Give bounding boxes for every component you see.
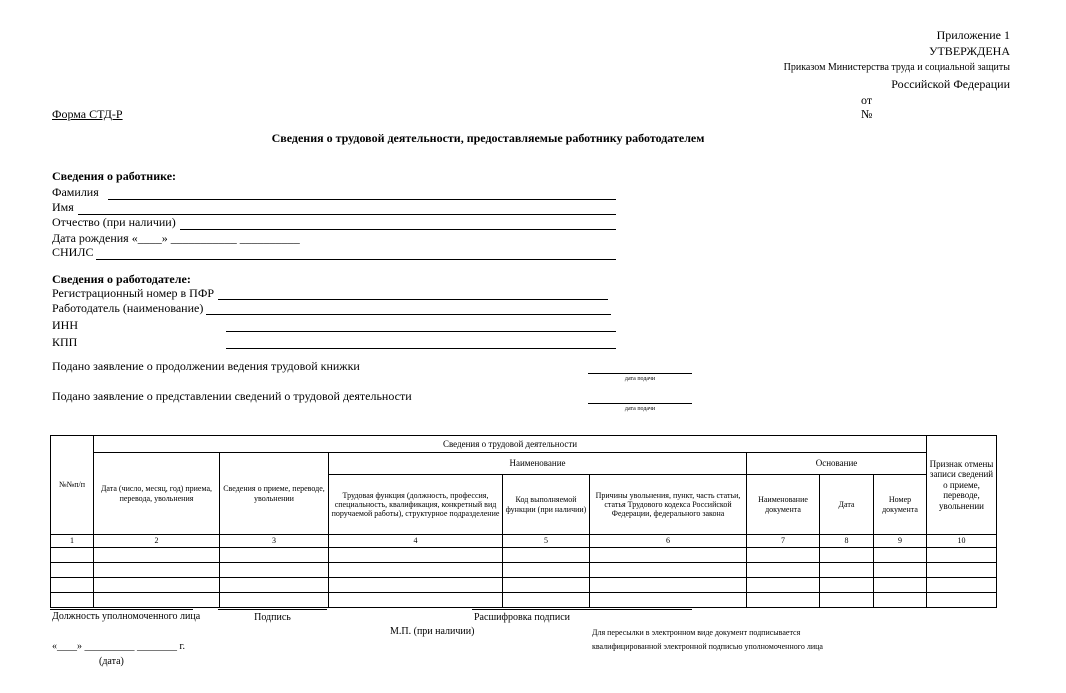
col-header-function: Трудовая функция (должность, профессия, специальность, квалификация, конкретный вид поручаемой работы), структурное подразделение	[329, 475, 503, 535]
col-header-cancel: Признак отмены записи сведений о приеме, переводе, увольнении	[927, 436, 997, 535]
employee-heading: Сведения о работнике:	[52, 169, 177, 183]
table-row[interactable]	[51, 563, 997, 578]
group-header-naming: Наименование	[329, 453, 747, 475]
snils-field-line[interactable]	[96, 259, 616, 260]
pfr-label: Регистрационный номер в ПФР	[52, 286, 214, 300]
col-header-reason: Причины увольнения, пункт, часть статьи, статья Трудового кодекса Российской Федерации, федерального закона	[590, 475, 747, 535]
column-number: 5	[503, 535, 590, 548]
order-label: Приказом Министерства труда и социальной защиты	[783, 62, 1010, 73]
col-header-code: Код выполняемой функции (при наличии)	[503, 475, 590, 535]
column-numbers-row	[51, 535, 997, 548]
employer-name-label: Работодатель (наименование)	[52, 301, 204, 315]
column-number: 6	[590, 535, 747, 548]
provide-info-date-caption: дата подачи	[624, 406, 656, 412]
page-title: Сведения о трудовой деятельности, предоставляемые работнику работодателем	[271, 131, 705, 145]
signature-line[interactable]	[218, 609, 327, 610]
sign-date-line[interactable]: «____» __________ ________ г.	[52, 641, 185, 652]
electronic-note-line2: квалифицированной электронной подписью уполномоченного лица	[592, 642, 823, 651]
labor-activity-table	[50, 435, 997, 608]
col-header-doc-num: Номер документа	[874, 475, 927, 535]
inn-field-line[interactable]	[226, 331, 616, 332]
kpp-field-line[interactable]	[226, 348, 616, 349]
approved-label: УТВЕРЖДЕНА	[928, 44, 1010, 58]
pfr-field-line[interactable]	[218, 299, 608, 300]
snils-label: СНИЛС	[52, 245, 94, 259]
patronymic-label: Отчество (при наличии)	[52, 215, 176, 229]
form-name: Форма СТД-Р	[52, 107, 123, 121]
column-number: 7	[747, 535, 820, 548]
name-label: Имя	[52, 200, 74, 214]
col-header-doc-date: Дата	[820, 475, 874, 535]
position-line[interactable]	[50, 609, 193, 610]
provide-info-date-line[interactable]	[588, 403, 692, 404]
continue-book-date-caption: дата подачи	[624, 376, 656, 382]
column-number: 8	[820, 535, 874, 548]
column-number: 2	[94, 535, 220, 548]
employer-name-field-line[interactable]	[206, 314, 611, 315]
kpp-label: КПП	[52, 335, 78, 349]
column-number: 1	[51, 535, 94, 548]
position-caption: Должность уполномоченного лица	[52, 611, 201, 622]
table-row[interactable]	[51, 548, 997, 563]
employer-heading: Сведения о работодателе:	[52, 272, 191, 286]
col-header-date: Дата (число, месяц, год) приема, перевода, увольнения	[94, 453, 220, 535]
decryption-line[interactable]	[472, 609, 692, 610]
column-number: 4	[329, 535, 503, 548]
continue-book-date-line[interactable]	[588, 373, 692, 374]
signature-caption: Подпись	[254, 612, 291, 623]
inn-label: ИНН	[52, 318, 78, 332]
col-header-info: Сведения о приеме, переводе, увольнении	[220, 453, 329, 535]
group-header-activity: Сведения о трудовой деятельности	[94, 436, 927, 453]
col-header-num: №№п/п	[51, 436, 94, 535]
continue-book-statement: Подано заявление о продолжении ведения трудовой книжки	[52, 359, 360, 373]
table-row[interactable]	[51, 593, 997, 608]
stamp-caption: М.П. (при наличии)	[390, 626, 475, 637]
column-number: 9	[874, 535, 927, 548]
surname-label: Фамилия	[52, 185, 99, 199]
decryption-caption: Расшифровка подписи	[474, 612, 570, 623]
column-number: 3	[220, 535, 329, 548]
appendix-label: Приложение 1	[936, 28, 1010, 42]
provide-info-statement: Подано заявление о представлении сведений о трудовой деятельности	[52, 389, 412, 403]
order-date-label: от	[861, 93, 873, 107]
surname-field-line[interactable]	[108, 199, 616, 200]
electronic-note-line1: Для пересылки в электронном виде документ подписывается	[592, 628, 801, 637]
col-header-doc-name: Наименование документа	[747, 475, 820, 535]
patronymic-field-line[interactable]	[180, 229, 616, 230]
birth-date-label: Дата рождения «____» ___________ __________	[52, 231, 300, 245]
column-number: 10	[927, 535, 997, 548]
sign-date-caption: (дата)	[99, 656, 124, 667]
federation-label: Российской Федерации	[891, 77, 1010, 91]
order-number-label: №	[861, 107, 873, 121]
group-header-basis: Основание	[747, 453, 927, 475]
table-row[interactable]	[51, 578, 997, 593]
